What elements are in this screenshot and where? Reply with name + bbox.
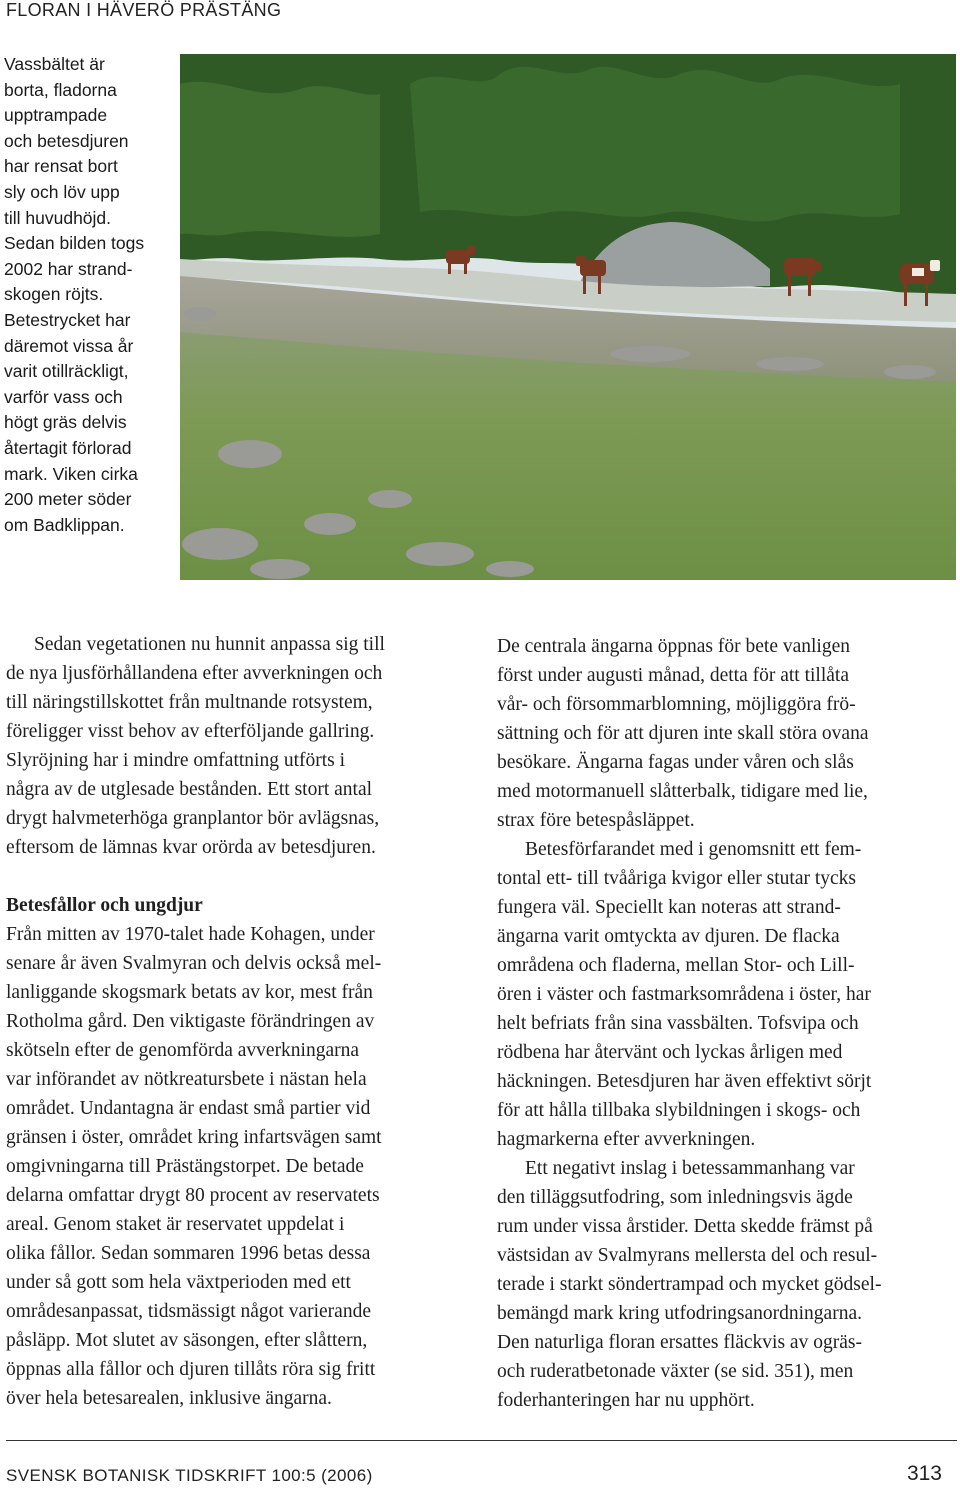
caption-line: har rensat bort	[4, 156, 118, 177]
body-text-line: öppnas alla fållor och djuren tillåts röra sig fritt	[6, 1359, 376, 1380]
caption-line: 2002 har strand-	[4, 258, 133, 279]
left-paragraph-1	[6, 630, 466, 862]
body-text-line: olika fållor. Sedan sommaren 1996 betas dessa	[6, 1243, 371, 1264]
body-text-line: Rotholma gård. Den viktigaste förändringen av	[6, 1011, 375, 1032]
body-text-line: områdesanpassat, tidsmässigt något varierande	[6, 1301, 371, 1322]
body-text-line: strax före betespåsläppet.	[497, 810, 695, 831]
caption-line: om Badklippan.	[4, 514, 125, 535]
body-text-line: ängarna varit omtyckta av djuren. De flacka	[497, 926, 840, 947]
body-text-line: omgivningarna till Prästängstorpet. De betade	[6, 1156, 364, 1177]
caption-line: Sedan bilden togs	[4, 233, 145, 254]
body-text-line: för att hålla tillbaka slybildningen i skogs- och	[497, 1100, 861, 1121]
body-text-line: areal. Genom staket är reservatet uppdelat i	[6, 1214, 345, 1235]
running-head: FLORAN I HÄVERÖ PRÄSTÄNG	[6, 0, 282, 20]
body-text-line: de nya ljusförhållandena efter avverkningen och	[6, 663, 383, 684]
body-text-line: sättning och för att djuren inte skall störa ovana	[497, 723, 869, 744]
body-text-line: under så gott som hela växtperioden med ett	[6, 1272, 351, 1293]
body-text-line: Slyröjning har i mindre omfattning utförts i	[6, 750, 346, 771]
footer-journal: SVENSK BOTANISK TIDSKRIFT 100:5 (2006)	[6, 1466, 373, 1485]
left-column	[6, 630, 466, 1413]
body-text-line: delarna omfattar drygt 80 procent av reservatets	[6, 1185, 380, 1206]
photo-caption	[4, 52, 174, 538]
left-paragraph-2	[6, 920, 466, 1413]
caption-line: varit otillräckligt,	[4, 361, 129, 382]
caption-line: Betestrycket har	[4, 309, 131, 330]
forest-left	[180, 82, 380, 237]
body-text-line: häckningen. Betesdjuren har även effektivt sörjt	[497, 1071, 872, 1092]
caption-line: mark. Viken cirka	[4, 463, 138, 484]
caption-line: skogen röjts.	[4, 284, 104, 305]
forest-highlights	[410, 67, 900, 222]
caption-line: 200 meter söder	[4, 489, 132, 510]
body-text-line: rum under vissa årstider. Detta skedde främst på	[497, 1216, 873, 1237]
body-text-line: vår- och försommarblomning, möjliggöra frö-	[497, 694, 856, 715]
body-text-line: påsläpp. Mot slutet av säsongen, efter slåttern,	[6, 1330, 368, 1351]
caption-line: däremot vissa år	[4, 335, 134, 356]
section-heading: Betesfållor och ungdjur	[6, 895, 203, 916]
body-text-line: gränsen i öster, området kring infartsvägen samt	[6, 1127, 382, 1148]
body-text-line: senare år även Svalmyran och delvis också mel-	[6, 953, 382, 974]
body-text-line: några av de utglesade bestånden. Ett stort antal	[6, 779, 373, 800]
footer-rule	[6, 1440, 957, 1441]
right-paragraph-3	[497, 1154, 957, 1415]
caption-line: upptrampade	[4, 105, 108, 126]
caption-line: sly och löv upp	[4, 181, 120, 202]
body-text-line: området. Undantagna är endast små partier vid	[6, 1098, 371, 1119]
body-text-line: drygt halvmeterhöga granplantor bör avlägsnas,	[6, 808, 380, 829]
body-text-line: besökare. Ängarna fagas under våren och slås	[497, 752, 854, 773]
right-column	[497, 632, 957, 1415]
body-text-line: med motormanuell slåtterbalk, tidigare med lie,	[497, 781, 868, 802]
body-text-line: Den naturliga floran ersattes fläckvis av ogräs-	[497, 1332, 862, 1353]
caption-line: till huvudhöjd.	[4, 207, 112, 228]
body-text-line: fungera väl. Speciellt kan noteras att strand-	[497, 897, 841, 918]
body-text-line: terade i starkt söndertrampad och mycket gödsel-	[497, 1274, 882, 1295]
body-text-line: Sedan vegetationen nu hunnit anpassa sig till	[34, 634, 385, 655]
body-text-line: ören i väster och fastmarksområdena i öster, har	[497, 984, 871, 1005]
body-text-line: Betesförfarandet med i genomsnitt ett fem-	[525, 839, 862, 860]
body-text-line: rödbena har återvänt och lyckas årligen med	[497, 1042, 843, 1063]
caption-line: borta, fladorna	[4, 79, 117, 100]
body-text-line: skötseln efter de genomförda avverkningarna	[6, 1040, 360, 1061]
body-text-line: den tilläggsutfodring, som inledningsvis ägde	[497, 1187, 853, 1208]
right-paragraph-1	[497, 632, 957, 835]
body-text-line: områdena och fladerna, mellan Stor- och Lill-	[497, 955, 855, 976]
body-text-line: västsidan av Svalmyrans mellersta del och resul-	[497, 1245, 878, 1266]
right-paragraph-2	[497, 835, 957, 1154]
body-text-line: över hela betesarealen, inklusive ängarna.	[6, 1388, 332, 1409]
body-text-line: först under augusti månad, detta för att tillåta	[497, 665, 849, 686]
body-text-line: till näringstillskottet från multnande rotsystem,	[6, 692, 373, 713]
caption-line: återtagit förlorad	[4, 437, 132, 458]
body-text-line: De centrala ängarna öppnas för bete vanligen	[497, 636, 850, 657]
body-text-line: föreligger visst behov av efterföljande gallring.	[6, 721, 375, 742]
body-text-line: Från mitten av 1970-talet hade Kohagen, under	[6, 924, 375, 945]
body-text-line: hagmarkerna efter avverkningen.	[497, 1129, 756, 1150]
page-number: 313	[906, 1462, 942, 1485]
caption-line: högt gräs delvis	[4, 412, 127, 433]
caption-line: och betesdjuren	[4, 130, 129, 151]
body-text-line: helt befriats från sina vassbälten. Tofsvipa och	[497, 1013, 859, 1034]
caption-line: varför vass och	[4, 386, 123, 407]
body-text-line: bemängd mark kring utfodringsanordningarna.	[497, 1303, 862, 1324]
body-text-line: lanliggande skogsmark betats av kor, mest från	[6, 982, 373, 1003]
body-text-line: eftersom de lämnas kvar orörda av betesdjuren.	[6, 837, 376, 858]
body-text-line: var införandet av nötkreatursbete i nästan hela	[6, 1069, 367, 1090]
caption-line: Vassbältet är	[4, 54, 105, 74]
body-text-line: Ett negativt inslag i betessammanhang var	[525, 1158, 855, 1179]
body-text-line: foderhanteringen har nu upphört.	[497, 1390, 755, 1411]
photo-illustration	[180, 54, 956, 580]
grazing-cattle-meadow-photo	[180, 54, 956, 580]
body-text-line: tontal ett- till tvååriga kvigor eller stutar tycks	[497, 868, 857, 889]
body-text-line: och ruderatbetonade växter (se sid. 351), men	[497, 1361, 854, 1382]
